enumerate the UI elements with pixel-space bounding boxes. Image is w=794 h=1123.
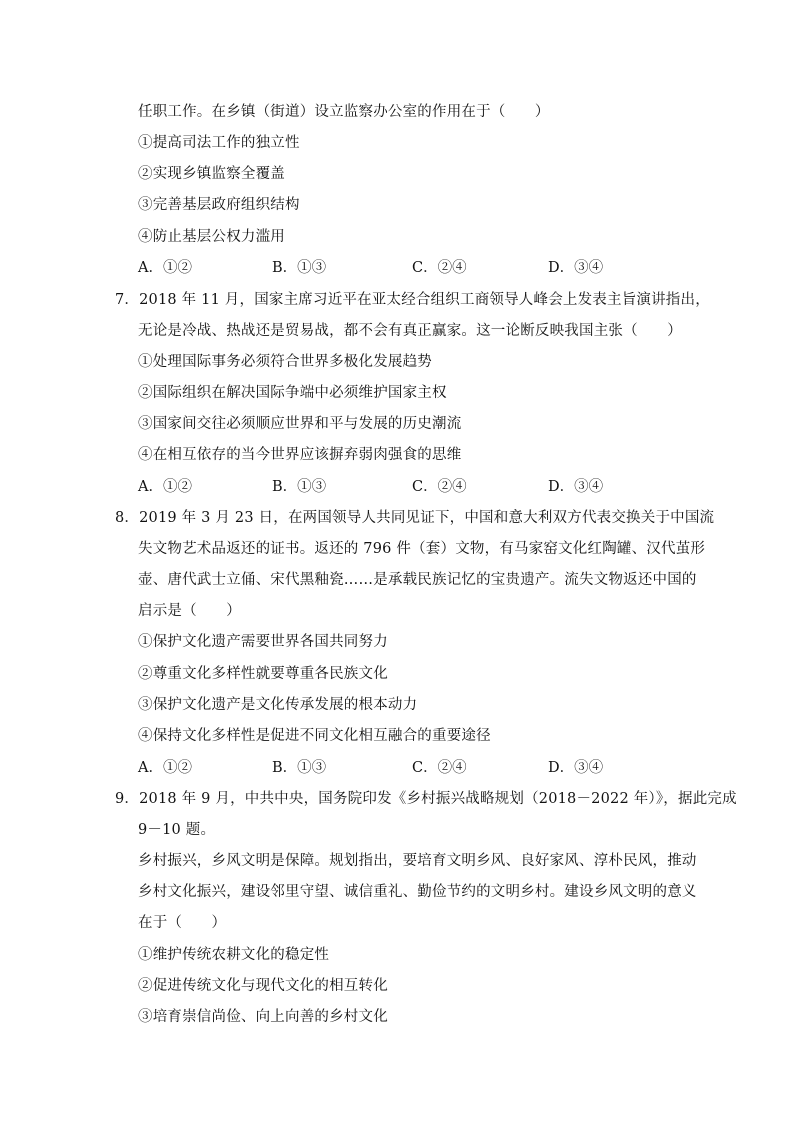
- q8-option-a[interactable]: A．①②: [138, 760, 192, 776]
- q9-item-3: ③培育崇信尚俭、向上向善的乡村文化: [138, 1009, 388, 1025]
- q8-item-3: ③保护文化遗产是文化传承发展的根本动力: [138, 697, 418, 713]
- q7-stem-line-1: 7．2018 年 11 月，国家主席习近平在亚太经合组织工商领导人峰会上发表主旨演讲指出，: [115, 292, 710, 308]
- q9-passage-line-1: 乡村振兴，乡风文明是保障。规划指出，要培育文明乡风、良好家风、淳朴民风，推动: [138, 853, 697, 869]
- q6-item-2: ②实现乡镇监察全覆盖: [138, 166, 285, 182]
- q7-stem-line-2: 无论是冷战、热战还是贸易战，都不会有真正赢家。这一论断反映我国主张（ ）: [138, 323, 682, 339]
- q6-item-1: ①提高司法工作的独立性: [138, 135, 300, 151]
- q7-option-b[interactable]: B．①③: [272, 479, 327, 495]
- q8-option-d[interactable]: D．③④: [548, 760, 604, 776]
- q7-item-2: ②国际组织在解决国际争端中必须维护国家主权: [138, 385, 447, 401]
- q8-item-4: ④保持文化多样性是促进不同文化相互融合的重要途径: [138, 728, 491, 744]
- q6-option-a[interactable]: A．①②: [138, 260, 192, 276]
- q9-stem-line-2: 9－10 题。: [138, 822, 216, 838]
- q9-item-2: ②促进传统文化与现代文化的相互转化: [138, 978, 388, 994]
- q7-option-d[interactable]: D．③④: [548, 479, 604, 495]
- q8-item-1: ①保护文化遗产需要世界各国共同努力: [138, 634, 388, 650]
- q6-option-d[interactable]: D．③④: [548, 260, 604, 276]
- q8-options: [138, 758, 658, 778]
- q6-item-3: ③完善基层政府组织结构: [138, 197, 300, 213]
- q9-passage-line-3: 在于（ ）: [138, 915, 227, 931]
- q7-options: [138, 477, 658, 497]
- q9-stem-line-1: 9．2018 年 9 月，中共中央，国务院印发《乡村振兴战略规划（2018－2022 年）》，据此完成: [115, 791, 737, 807]
- q7-item-1: ①处理国际事务必须符合世界多极化发展趋势: [138, 354, 432, 370]
- q6-options: [138, 258, 658, 278]
- q6-option-c[interactable]: C．②④: [412, 260, 467, 276]
- q8-stem-line-4: 启示是（ ）: [138, 603, 241, 619]
- q6-stem-tail: 任职工作。在乡镇（街道）设立监察办公室的作用在于（ ）: [138, 104, 550, 120]
- q7-item-4: ④在相互依存的当今世界应该摒弃弱肉强食的思维: [138, 447, 462, 463]
- q8-option-b[interactable]: B．①③: [272, 760, 327, 776]
- q7-option-c[interactable]: C．②④: [412, 479, 467, 495]
- q7-option-a[interactable]: A．①②: [138, 479, 192, 495]
- q9-item-1: ①维护传统农耕文化的稳定性: [138, 947, 330, 963]
- q6-option-b[interactable]: B．①③: [272, 260, 327, 276]
- q8-option-c[interactable]: C．②④: [412, 760, 467, 776]
- q7-item-3: ③国家间交往必须顺应世界和平与发展的历史潮流: [138, 416, 462, 432]
- q9-passage-line-2: 乡村文化振兴，建设邻里守望、诚信重礼、勤俭节约的文明乡村。建设乡风文明的意义: [138, 884, 697, 900]
- q8-stem-line-2: 失文物艺术品返还的证书。返还的 796 件（套）文物，有马家窑文化红陶罐、汉代茧形: [138, 541, 706, 557]
- q6-item-4: ④防止基层公权力滥用: [138, 229, 285, 245]
- q8-item-2: ②尊重文化多样性就要尊重各民族文化: [138, 666, 388, 682]
- q8-stem-line-3: 壶、唐代武士立俑、宋代黑釉瓷……是承载民族记忆的宝贵遗产。流失文物返还中国的: [138, 572, 697, 588]
- q8-stem-line-1: 8．2019 年 3 月 23 日，在两国领导人共同见证下，中国和意大利双方代表交换关于中国流: [115, 510, 715, 526]
